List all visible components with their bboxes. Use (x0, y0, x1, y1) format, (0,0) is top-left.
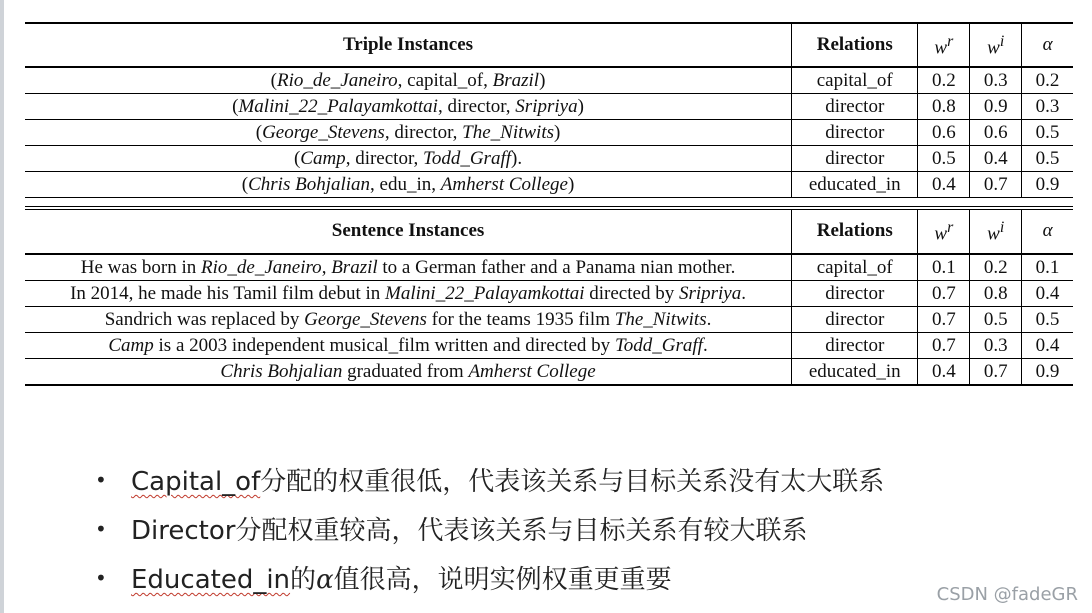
bullet-dot-icon: • (95, 565, 107, 590)
wr-cell: 0.5 (918, 146, 970, 172)
sentence-header-row (25, 208, 1073, 253)
alpha-cell: 0.9 (1022, 358, 1073, 385)
relation-cell: educated_in (792, 172, 918, 198)
instances-table (25, 22, 1073, 386)
wr-cell: 0.4 (918, 172, 970, 198)
alpha-cell: 0.9 (1022, 172, 1073, 198)
entity-name: Todd_Graff (614, 334, 703, 356)
sentence-instances-header: Sentence Instances (25, 208, 792, 253)
relation-cell: director (792, 332, 918, 358)
bullet-item-capital-of (95, 455, 884, 504)
entity-name: George_Stevens (304, 308, 427, 330)
bullet-item-educated-in (95, 553, 884, 602)
triple-cell: (Malini_22_Palayamkottai, director, Sripriya) (25, 94, 792, 120)
entity-name: Brazil (331, 256, 378, 278)
alpha-cell: 0.3 (1022, 94, 1073, 120)
triple-cell: (Rio_de_Janeiro, capital_of, Brazil) (25, 67, 792, 94)
wi-cell: 0.4 (970, 146, 1022, 172)
triple-subject: George_Stevens (262, 122, 385, 144)
relation-cell: director (792, 146, 918, 172)
triple-cell: (Camp, director, Todd_Graff). (25, 146, 792, 172)
table-row (25, 254, 1073, 281)
bullet-3-mid: 的 (290, 565, 317, 595)
bullet-3-text: 值很高，说明实例权重更重要 (333, 565, 672, 595)
wr-cell: 0.8 (918, 94, 970, 120)
triple-subject: Malini_22_Palayamkottai (238, 96, 438, 118)
alpha-cell: 0.1 (1022, 254, 1073, 281)
table-row (25, 306, 1073, 332)
triple-subject: Chris Bohjalian (248, 174, 371, 196)
entity-name: Rio_de_Janeiro (201, 256, 322, 278)
table-row (25, 358, 1073, 385)
relation-cell: director (792, 280, 918, 306)
alpha-cell: 0.4 (1022, 332, 1073, 358)
sentence-cell: Chris Bohjalian graduated from Amherst College (25, 358, 792, 385)
wr-cell: 0.6 (918, 120, 970, 146)
triple-object: Amherst College (440, 174, 568, 196)
alpha-header-2: α (1022, 208, 1073, 253)
alpha-header: α (1022, 23, 1073, 67)
wi-cell: 0.5 (970, 306, 1022, 332)
table-row (25, 332, 1073, 358)
triple-object: Todd_Graff (423, 148, 512, 170)
wr-header: $w^r$ (918, 23, 970, 67)
entity-name: Camp (108, 334, 154, 356)
triple-subject: Rio_de_Janeiro (276, 70, 398, 92)
sentence-cell: He was born in Rio_de_Janeiro, Brazil to a German father and a Panama nian mother. (25, 254, 792, 281)
capital-of-term: Capital_of (131, 467, 261, 497)
bullet-2-text: Director分配权重较高，代表该关系与目标关系有较大联系 (131, 516, 808, 546)
bullet-dot-icon: • (95, 467, 107, 492)
wi-cell: 0.3 (970, 332, 1022, 358)
wi-cell: 0.7 (970, 358, 1022, 385)
wr-header-2: $w^r$ (918, 208, 970, 253)
wi-header: $w^i$ (970, 23, 1022, 67)
table-row (25, 146, 1073, 172)
csdn-watermark: CSDN @fadeGR (936, 584, 1078, 605)
alpha-cell: 0.5 (1022, 120, 1073, 146)
triple-object: Sripriya (515, 96, 578, 118)
alpha-cell: 0.2 (1022, 67, 1073, 94)
triple-object: Brazil (492, 70, 540, 92)
entity-name: The_Nitwits (614, 308, 707, 330)
relations-header: Relations (792, 23, 918, 67)
wi-cell: 0.8 (970, 280, 1022, 306)
wi-cell: 0.9 (970, 94, 1022, 120)
sentence-cell: Camp is a 2003 independent musical_film written and directed by Todd_Graff. (25, 332, 792, 358)
slide-left-edge (0, 0, 4, 613)
wr-cell: 0.7 (918, 332, 970, 358)
wi-header-2: $w^i$ (970, 208, 1022, 253)
relation-cell: capital_of (792, 67, 918, 94)
bullet-dot-icon: • (95, 516, 107, 541)
triple-cell: (George_Stevens, director, The_Nitwits) (25, 120, 792, 146)
table-row (25, 67, 1073, 94)
table-row (25, 120, 1073, 146)
relations-header-2: Relations (792, 208, 918, 253)
bullet-list (95, 455, 884, 602)
sentence-cell: Sandrich was replaced by George_Stevens for the teams 1935 film The_Nitwits. (25, 306, 792, 332)
wr-cell: 0.7 (918, 280, 970, 306)
double-rule (25, 198, 1073, 209)
alpha-symbol: α (316, 565, 334, 595)
educated-in-term: Educated_in (131, 565, 291, 595)
triple-subject: Camp (300, 148, 346, 170)
wi-cell: 0.7 (970, 172, 1022, 198)
wr-cell: 0.4 (918, 358, 970, 385)
entity-name: Malini_22_Palayamkottai (385, 282, 585, 304)
entity-name: Chris Bohjalian (220, 360, 343, 382)
triple-object: The_Nitwits (462, 122, 554, 144)
bullet-item-director (95, 504, 884, 553)
triple-cell: (Chris Bohjalian, edu_in, Amherst College) (25, 172, 792, 198)
wr-cell: 0.1 (918, 254, 970, 281)
relation-cell: capital_of (792, 254, 918, 281)
alpha-cell: 0.4 (1022, 280, 1073, 306)
relation-cell: director (792, 120, 918, 146)
sentence-cell: In 2014, he made his Tamil film debut in Malini_22_Palayamkottai directed by Sripriya. (25, 280, 792, 306)
bullet-1-text: 分配的权重很低，代表该关系与目标关系没有太大联系 (260, 467, 885, 497)
relation-cell: director (792, 306, 918, 332)
wr-cell: 0.7 (918, 306, 970, 332)
triple-instances-header: Triple Instances (25, 23, 792, 67)
relation-cell: educated_in (792, 358, 918, 385)
table-row (25, 280, 1073, 306)
alpha-cell: 0.5 (1022, 146, 1073, 172)
wi-cell: 0.6 (970, 120, 1022, 146)
table-row (25, 172, 1073, 198)
table-row (25, 94, 1073, 120)
wr-cell: 0.2 (918, 67, 970, 94)
relation-cell: director (792, 94, 918, 120)
entity-name: Amherst College (468, 360, 596, 382)
entity-name: Sripriya (678, 282, 742, 304)
triple-header-row (25, 23, 1073, 67)
alpha-cell: 0.5 (1022, 306, 1073, 332)
wi-cell: 0.3 (970, 67, 1022, 94)
wi-cell: 0.2 (970, 254, 1022, 281)
